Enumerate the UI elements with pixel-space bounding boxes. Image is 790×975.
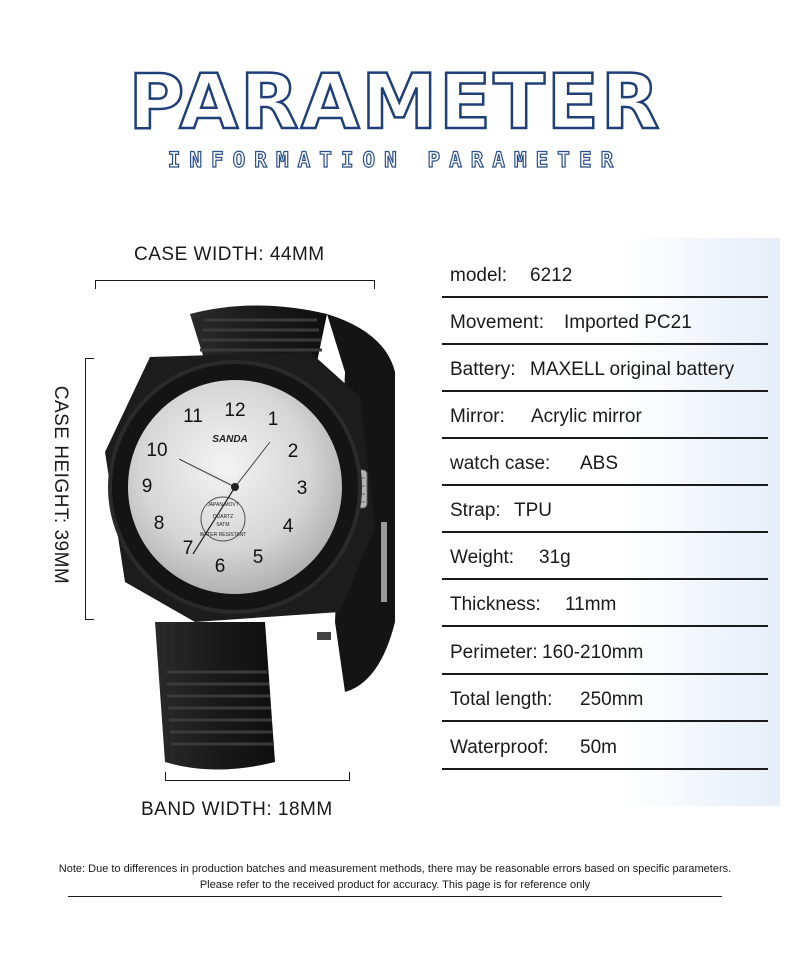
- spec-value: ABS: [580, 453, 619, 474]
- spec-row-mirror: [442, 390, 768, 439]
- spec-label: Movement:: [450, 312, 544, 333]
- svg-text:6: 6: [214, 556, 226, 577]
- spec-value: 160-210mm: [542, 642, 644, 663]
- header: [0, 57, 790, 172]
- watch-brand: SANDA: [212, 434, 248, 445]
- spec-label: model:: [450, 265, 508, 286]
- svg-text:4: 4: [282, 516, 294, 537]
- svg-text:11: 11: [183, 406, 203, 427]
- svg-text:1: 1: [267, 409, 279, 430]
- spec-label: Waterproof:: [450, 737, 549, 758]
- spec-value: 50m: [580, 737, 617, 758]
- disclaimer-line-1: Note: Due to differences in production batches and measurement methods, there may be reasonable errors based on specific parameters.: [58, 863, 732, 875]
- svg-text:3: 3: [296, 478, 308, 499]
- spec-value: 250mm: [580, 689, 644, 710]
- spec-label: Mirror:: [450, 406, 505, 427]
- page-subtitle: INFORMATION PARAMETER: [167, 148, 623, 172]
- svg-text:7: 7: [182, 538, 194, 559]
- case-width-bracket: [95, 280, 375, 289]
- page-title: PARAMETER: [128, 57, 662, 146]
- svg-text:9: 9: [141, 476, 153, 497]
- spec-row-movement: [442, 296, 768, 345]
- spec-value: 6212: [530, 265, 573, 286]
- svg-text:QUARTZ: QUARTZ: [212, 514, 234, 520]
- spec-row-total-length: [442, 673, 768, 722]
- spec-label: Perimeter:: [450, 642, 538, 663]
- spec-label: Battery:: [450, 359, 516, 380]
- spec-value: 31g: [539, 547, 571, 568]
- watch-image: [95, 292, 415, 772]
- spec-value: Acrylic mirror: [531, 406, 642, 427]
- spec-row-thickness: [442, 578, 768, 627]
- spec-label: Total length:: [450, 689, 553, 710]
- case-height-label: CASE HEIGHT: 39MM: [50, 385, 71, 585]
- divider: [68, 896, 722, 897]
- spec-row-waterproof: [442, 721, 768, 770]
- spec-value: 11mm: [565, 594, 617, 615]
- spec-row-battery: [442, 343, 768, 392]
- spec-value: TPU: [514, 500, 552, 521]
- spec-label: watch case:: [450, 453, 551, 474]
- spec-row-strap: [442, 484, 768, 533]
- svg-text:2: 2: [287, 441, 299, 462]
- spec-label: Strap:: [450, 500, 501, 521]
- spec-value: Imported PC21: [564, 312, 692, 333]
- spec-value: MAXELL original battery: [530, 359, 735, 380]
- svg-text:12: 12: [224, 400, 246, 421]
- spec-row-watch-case: [442, 437, 768, 486]
- spec-label: Thickness:: [450, 594, 541, 615]
- svg-text:5ATM: 5ATM: [216, 522, 230, 528]
- case-height-bracket: [85, 358, 94, 620]
- svg-text:JAPAN MOVT: JAPAN MOVT: [207, 502, 239, 508]
- case-width-label: CASE WIDTH: 44MM: [134, 244, 325, 265]
- spec-row-weight: [442, 531, 768, 580]
- spec-row-perimeter: [442, 626, 768, 675]
- svg-text:5: 5: [252, 547, 264, 568]
- disclaimer-line-2: Please refer to the received product for accuracy. This page is for reference only: [199, 879, 591, 891]
- spec-label: Weight:: [450, 547, 515, 568]
- svg-text:WATER RESISTANT: WATER RESISTANT: [199, 532, 247, 538]
- band-width-label: BAND WIDTH: 18MM: [141, 799, 333, 820]
- svg-text:10: 10: [146, 440, 168, 461]
- svg-text:8: 8: [153, 513, 165, 534]
- spec-row-model: [442, 249, 768, 298]
- band-width-bracket: [165, 772, 350, 781]
